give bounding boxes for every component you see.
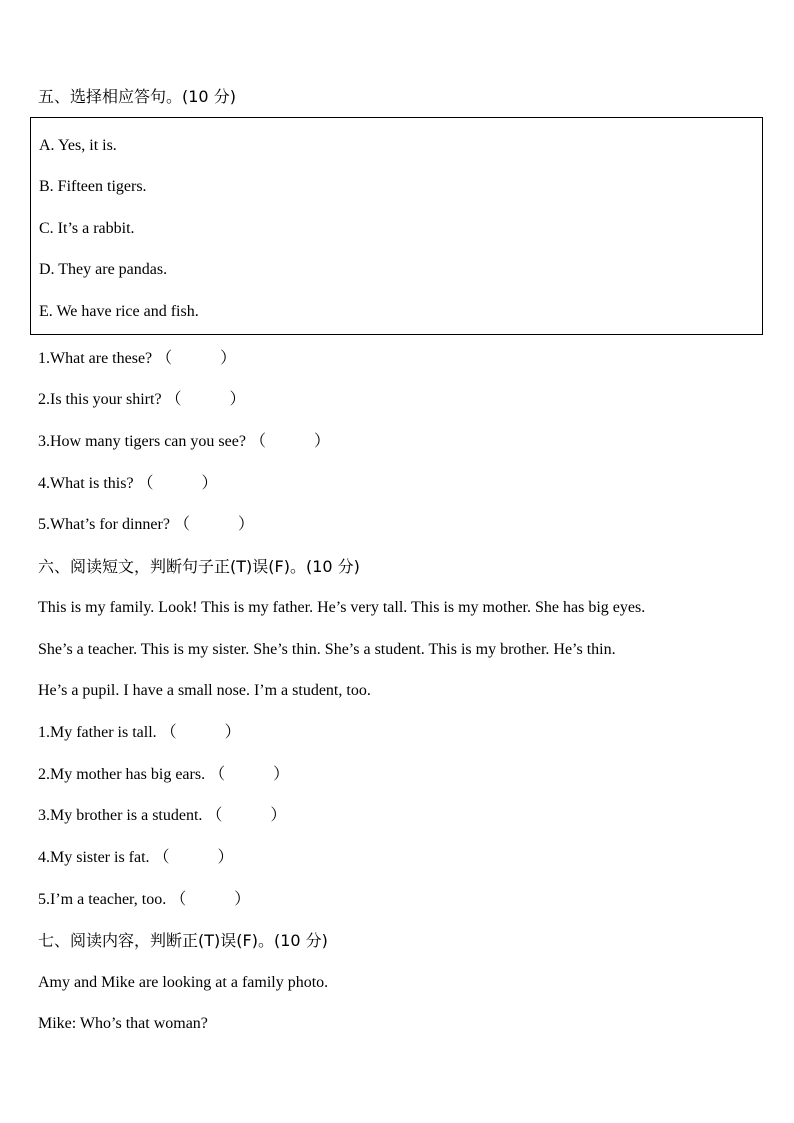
section7-line-1: Amy and Mike are looking at a family photo. xyxy=(38,974,329,991)
s5-question-3 xyxy=(38,432,330,452)
s6-question-5 xyxy=(38,890,250,910)
section5-heading: 五、选择相应答句。(10 分) xyxy=(38,87,236,106)
option-e: E. We have rice and fish. xyxy=(39,303,199,320)
question-text: 1.My father is tall. xyxy=(38,724,157,741)
passage-line-3: He’s a pupil. I have a small nose. I’m a student, too. xyxy=(38,682,371,699)
question-text: 1.What are these? xyxy=(38,350,153,367)
option-a: A. Yes, it is. xyxy=(39,137,117,154)
question-text: 4.What is this? xyxy=(38,475,134,492)
answer-blank[interactable]: （ ） xyxy=(153,849,234,866)
s6-question-3 xyxy=(38,806,286,826)
question-text: 2.My mother has big ears. xyxy=(38,766,206,783)
answer-options-box xyxy=(30,117,763,335)
section7-line-2: Mike: Who’s that woman? xyxy=(38,1015,208,1032)
question-text: 4.My sister is fat. xyxy=(38,849,150,866)
answer-blank[interactable]: （ ） xyxy=(165,391,246,408)
answer-blank[interactable]: （ ） xyxy=(137,475,218,492)
answer-blank[interactable]: （ ） xyxy=(156,350,237,367)
answer-blank[interactable]: （ ） xyxy=(170,891,251,908)
question-text: 3.My brother is a student. xyxy=(38,807,203,824)
option-d: D. They are pandas. xyxy=(39,261,168,278)
answer-blank[interactable]: （ ） xyxy=(209,766,290,783)
option-c: C. It’s a rabbit. xyxy=(39,220,135,237)
answer-blank[interactable]: （ ） xyxy=(249,433,330,450)
question-text: 5.I’m a teacher, too. xyxy=(38,891,167,908)
s5-question-4 xyxy=(38,474,218,494)
s6-question-4 xyxy=(38,848,234,868)
question-text: 2.Is this your shirt? xyxy=(38,391,162,408)
answer-blank[interactable]: （ ） xyxy=(160,724,241,741)
passage-line-2: She’s a teacher. This is my sister. She’s thin. She’s a student. This is my brother. He’s thin. xyxy=(38,641,616,658)
s5-question-1 xyxy=(38,349,236,369)
question-text: 3.How many tigers can you see? xyxy=(38,433,246,450)
s6-question-1 xyxy=(38,723,241,743)
passage-line-1: This is my family. Look! This is my father. He’s very tall. This is my mother. She has big eyes. xyxy=(38,599,646,616)
answer-blank[interactable]: （ ） xyxy=(206,807,287,824)
section7-heading: 七、阅读内容，判断正(T)误(F)。(10 分) xyxy=(38,931,328,950)
s5-question-2 xyxy=(38,390,246,410)
question-text: 5.What’s for dinner? xyxy=(38,516,170,533)
option-b: B. Fifteen tigers. xyxy=(39,178,147,195)
s6-question-2 xyxy=(38,765,289,785)
s5-question-5 xyxy=(38,515,254,535)
answer-blank[interactable]: （ ） xyxy=(173,516,254,533)
section6-heading: 六、阅读短文，判断句子正(T)误(F)。(10 分) xyxy=(38,557,360,576)
